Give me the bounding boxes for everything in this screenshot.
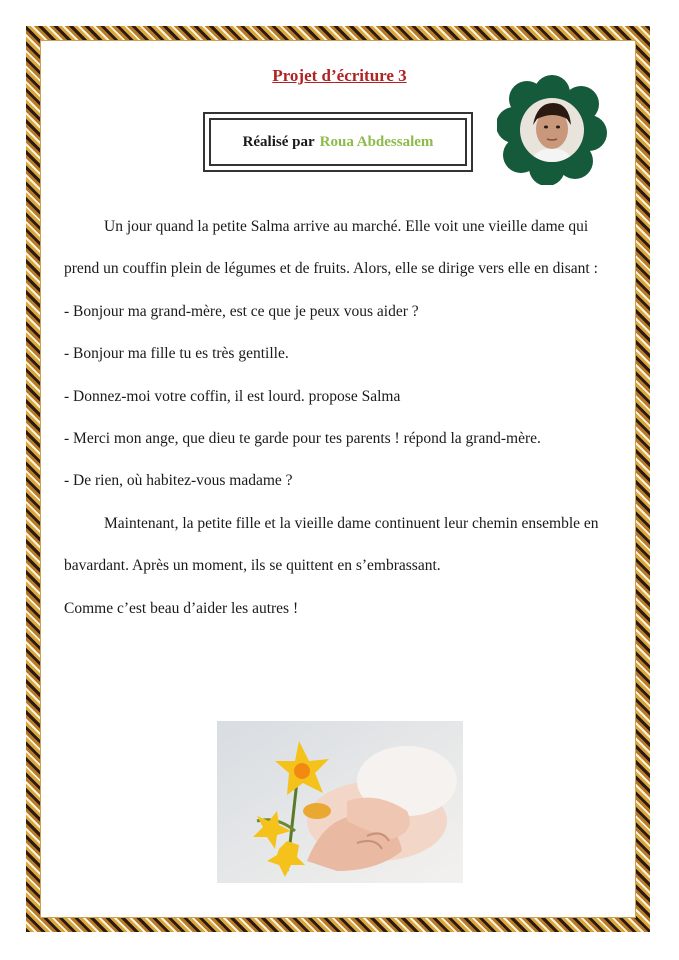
author-box-inner (209, 118, 467, 166)
page-title: Projet d’écriture 3 (272, 66, 407, 85)
author-prefix: Réalisé par (242, 133, 315, 150)
paragraph: Maintenant, la petite fille et la vieille dame continuent leur chemin ensemble en bavardant. Après un moment, ils se quittent en s’embrassant. (64, 514, 599, 575)
dialogue-line: - Bonjour ma fille tu es très gentille. (64, 345, 289, 363)
closing-line: Comme c’est beau d’aider les autres ! (64, 599, 299, 617)
dialogue-line: - Bonjour ma grand-mère, est ce que je peux vous aider ? (64, 302, 419, 320)
dialogue-line: - De rien, où habitez-vous madame ? (64, 472, 293, 490)
dialogue-line: - Donnez-moi votre coffin, il est lourd. propose Salma (64, 387, 401, 405)
author-name: Roua Abdessalem (319, 133, 434, 150)
author-photo (497, 75, 607, 185)
author-box (203, 112, 473, 172)
paragraph: Un jour quand la petite Salma arrive au marché. Elle voit une vieille dame qui prend un couffin plein de légumes et de fruits. Alors, elle se dirige vers elle en disant : (64, 218, 598, 278)
illustration-daffodil-hands (217, 721, 463, 883)
dialogue-line: - Merci mon ange, que dieu te garde pour tes parents ! répond la grand-mère. (64, 430, 541, 448)
story-text (64, 206, 614, 630)
